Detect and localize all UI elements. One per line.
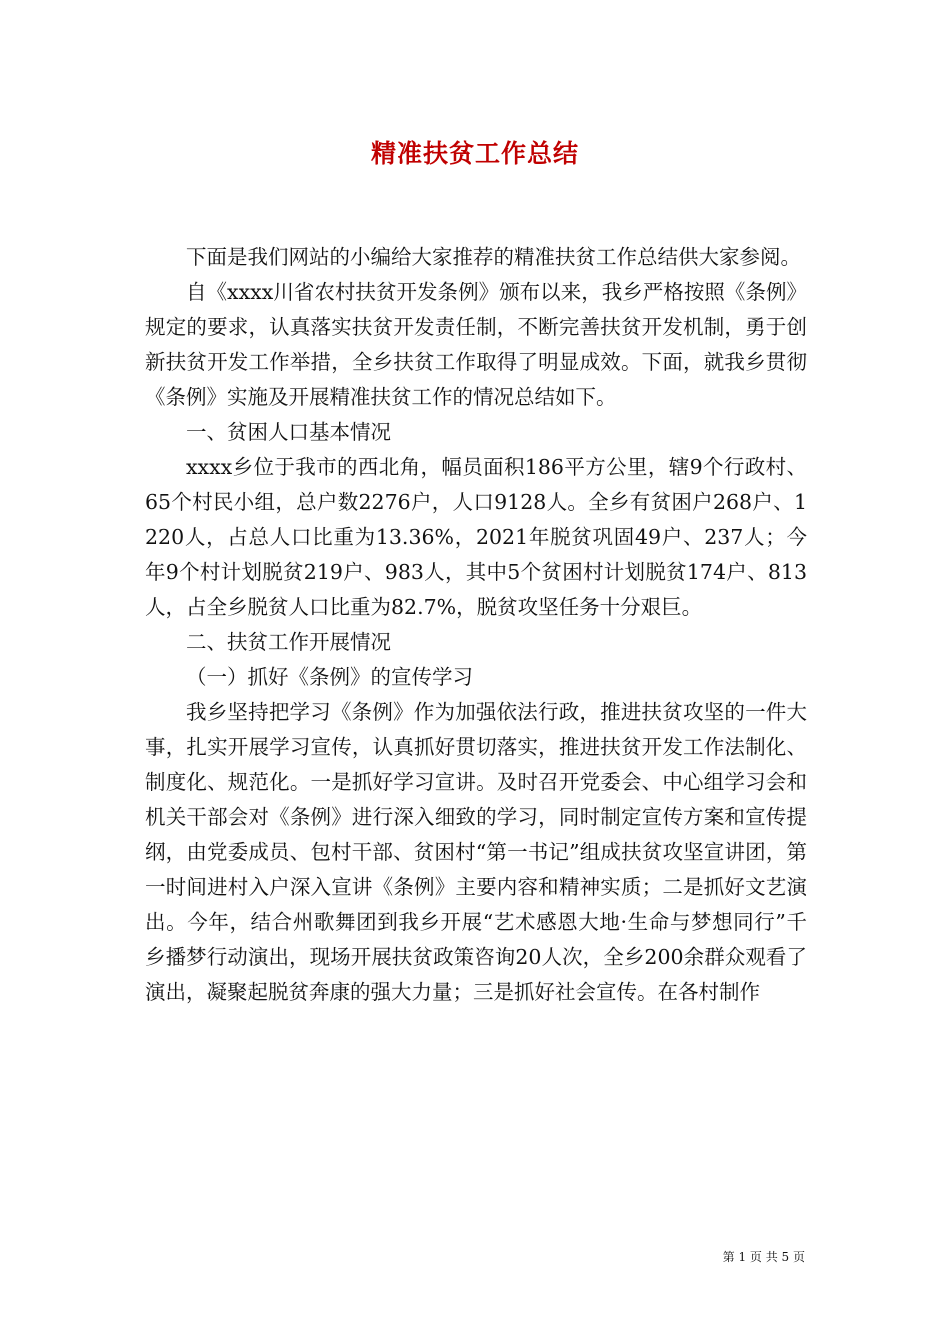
section-heading-poverty-population: 一、贫困人口基本情况 (186, 420, 391, 444)
publicity-paragraph: 我乡坚持把学习《条例》作为加强依法行政，推进扶贫攻坚的一件大事，扎实开展学习宣传，认真抓好贯切落实，推进扶贫开发工作法制化、制度化、规范化。一是抓好学习宣讲。及时召开党委会、中心组学习会和机关干部会对《条例》进行深入细致的学习，同时制定宣传方案和宣传提纲，由党委成员、包村干部、贫困村“第一书记”组成扶贫攻坚宣讲团，第一时间进村入户深入宣讲《条例》主要内容和精神实质；二是抓好文艺演出。今年，结合州歌舞团到我乡开展“艺术感恩大地·生命与梦想同行”千乡播梦行动演出，现场开展扶贫政策咨询20人次，全乡200余群众观看了演出，凝聚起脱贫奔康的强大力量；三是抓好社会宣传。在各村制作 (145, 700, 807, 1004)
document-body (145, 240, 807, 1010)
population-paragraph: xxxx乡位于我市的西北角，幅员面积186平方公里，辖9个行政村、65个村民小组，总户数2276户，人口9128人。全乡有贫困户268户、1220人，占总人口比重为13.36%，2021年脱贫巩固49户、237人；今年9个村计划脱贫219户、983人，其中5个贫困村计划脱贫174户、813人，占全乡脱贫人口比重为82.7%，脱贫攻坚任务十分艰巨。 (145, 455, 807, 619)
page-number-indicator: 第 1 页 共 5 页 (722, 1250, 805, 1264)
document-title: 精准扶贫工作总结 (370, 139, 579, 168)
subsection-heading-publicity: （一）抓好《条例》的宣传学习 (186, 665, 473, 689)
overview-paragraph: 自《xxxx川省农村扶贫开发条例》颁布以来，我乡严格按照《条例》规定的要求，认真落实扶贫开发责任制，不断完善扶贫开发机制，勇于创新扶贫开发工作举措，全乡扶贫工作取得了明显成效。下面，就我乡贯彻《条例》实施及开展精准扶贫工作的情况总结如下。 (145, 280, 807, 409)
section-heading-work-progress: 二、扶贫工作开展情况 (186, 630, 391, 654)
intro-paragraph: 下面是我们网站的小编给大家推荐的精准扶贫工作总结供大家参阅。 (186, 245, 801, 269)
